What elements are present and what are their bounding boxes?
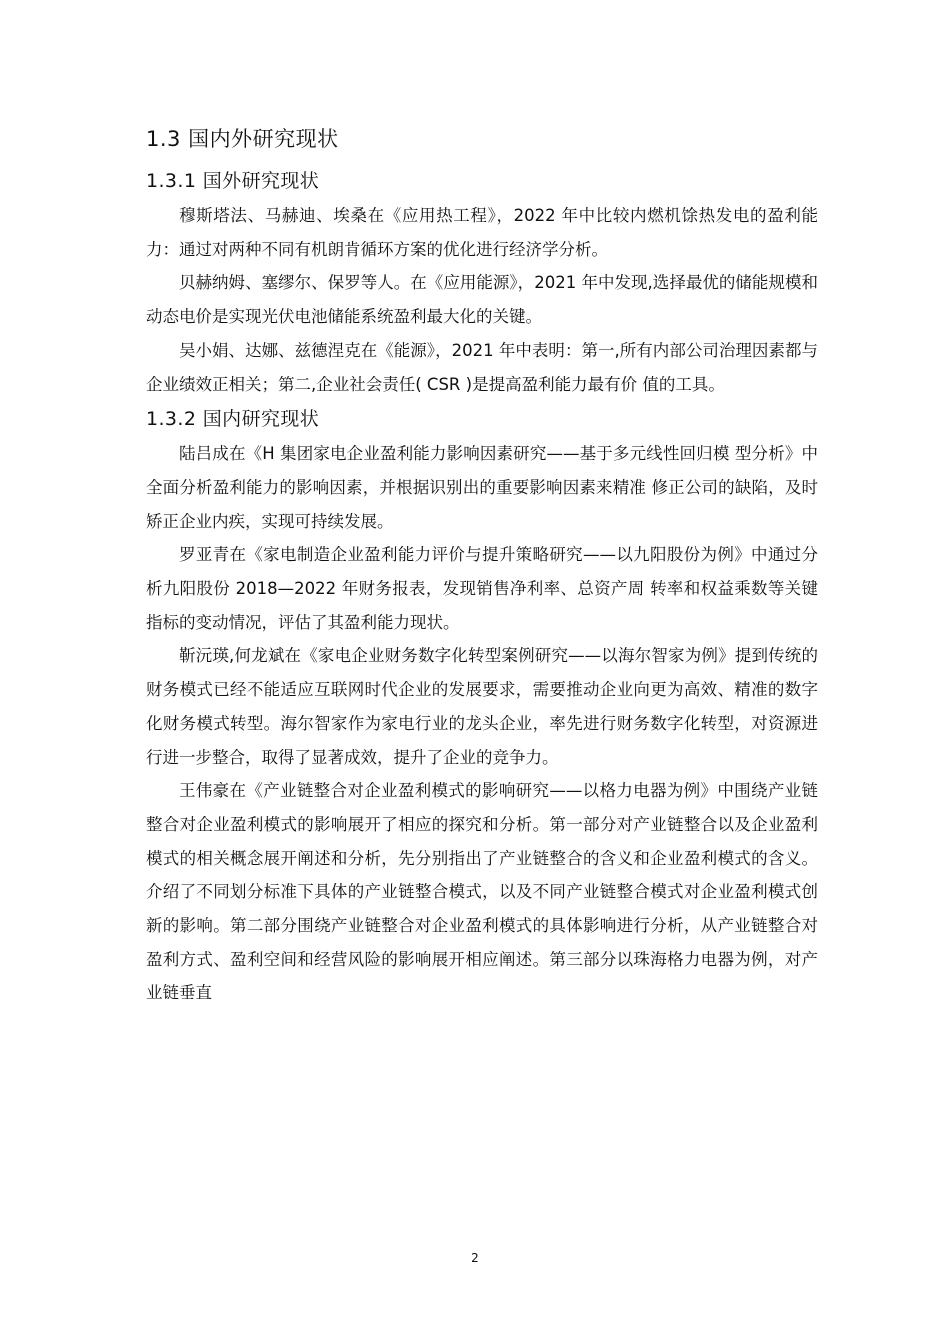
paragraph-domestic-3: 靳沅瑛,何龙斌在《家电企业财务数字化转型案例研究——以海尔智家为例》提到传统的财务模式已经不能适应互联网时代企业的发展要求，需要推动企业向更为高效、精准的数字化财务模式转型。海尔智家作为家电行业的龙头企业，率先进行财务数字化转型，对资源进行进一步整合，取得了显著成效，提升了企业的竞争力。: [146, 646, 818, 767]
subsection-heading-1-3-1: 1.3.1 国外研究现状: [146, 170, 320, 192]
paragraph-domestic-4: 王伟豪在《产业链整合对企业盈利模式的影响研究——以格力电器为例》中围绕产业链整合对企业盈利模式的影响展开了相应的探究和分析。第一部分对产业链整合以及企业盈利模式的相关概念展开阐述和分析，先分别指出了产业链整合的含义和企业盈利模式的含义。介绍了不同划分标准下具体的产业链整合模式，以及不同产业链整合模式对企业盈利模式创新的影响。第二部分围绕产业链整合对企业盈利模式的具体影响进行分析，从产业链整合对盈利方式、盈利空间和经营风险的影响展开相应阐述。第三部分以珠海格力电器为例，对产业链垂直: [146, 781, 818, 1003]
page-number: 2: [471, 1251, 479, 1265]
page-content: [146, 118, 818, 1010]
paragraph-domestic-2: 罗亚青在《家电制造企业盈利能力评价与提升策略研究——以九阳股份为例》中通过分析九阳股份 2018—2022 年财务报表，发现销售净利率、总资产周 转率和权益乘数等关键指标的变动情况，评估了其盈利能力现状。: [146, 545, 818, 632]
paragraph-foreign-1: 穆斯塔法、马赫迪、埃桑在《应用热工程》，2022 年中比较内燃机馀热发电的盈利能力：通过对两种不同有机朗肯循环方案的优化进行经济学分析。: [146, 206, 818, 259]
subsection-heading-1-3-2: 1.3.2 国内研究现状: [146, 408, 320, 431]
paragraph-foreign-2: 贝赫纳姆、塞缪尔、保罗等人。在《应用能源》，2021 年中发现,选择最优的储能规模和动态电价是实现光伏电池储能系统盈利最大化的关键。: [146, 273, 818, 327]
paragraph-domestic-1: 陆吕成在《H 集团家电企业盈利能力影响因素研究——基于多元线性回归模 型分析》中全面分析盈利能力的影响因素，并根据识别出的重要影响因素来精准 修正公司的缺陷，及时矫正企业内疾，实现可持续发展。: [146, 444, 818, 531]
paragraph-foreign-3: 吴小娟、达娜、兹德涅克在《能源》，2021 年中表明：第一,所有内部公司治理因素都与企业绩效正相关；第二,企业社会责任( CSR )是提高盈利能力最有价 值的工具。: [146, 340, 818, 394]
section-heading-1-3: 1.3 国内外研究现状: [146, 127, 339, 151]
